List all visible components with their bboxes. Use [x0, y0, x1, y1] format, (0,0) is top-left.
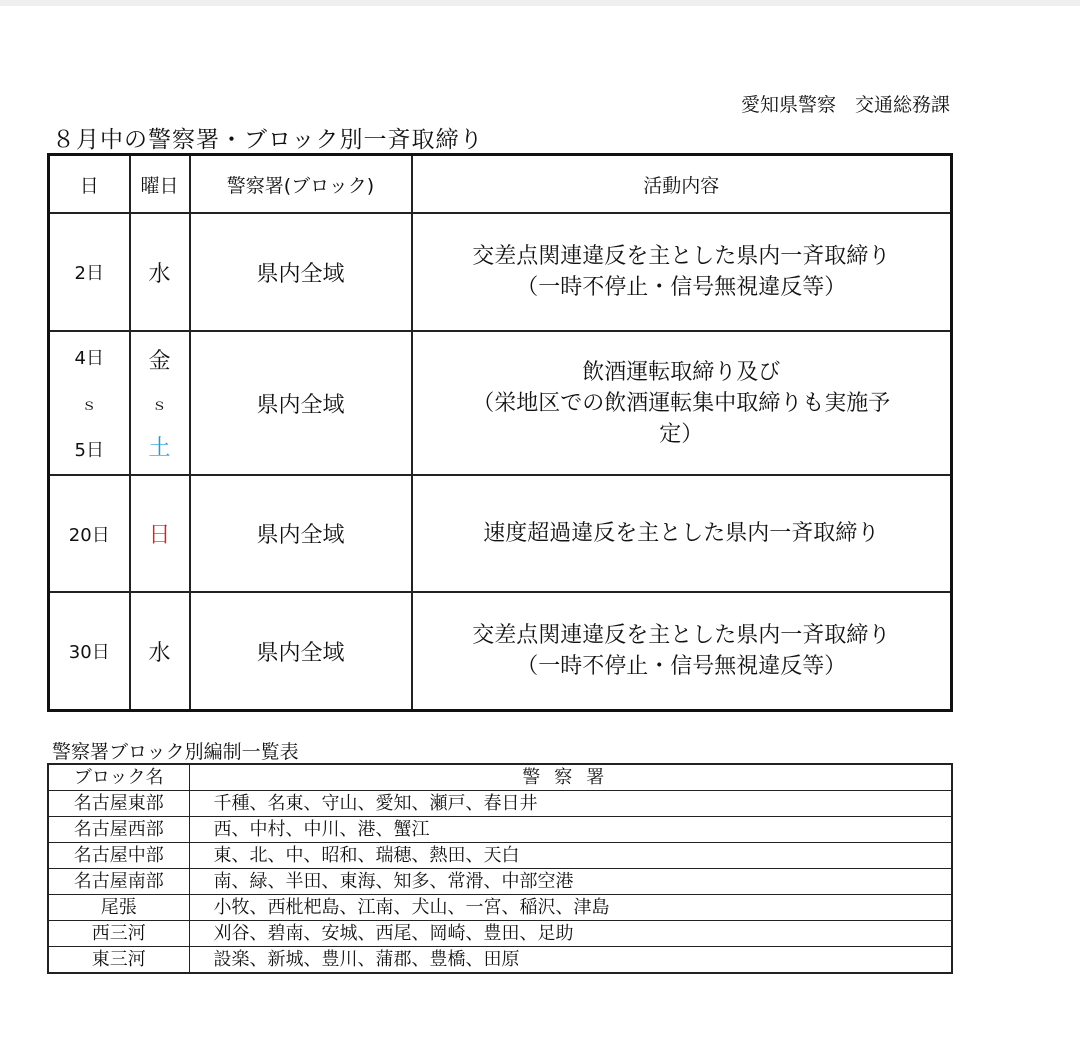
block-stations: 千種、名東、守山、愛知、瀬戸、春日井: [189, 791, 952, 817]
block-row: [48, 895, 952, 921]
block-name: 名古屋東部: [48, 791, 189, 817]
block-name: 名古屋西部: [48, 817, 189, 843]
page-title: ８月中の警察署・ブロック別一斉取締り: [52, 127, 484, 153]
blocks-header-row: [48, 764, 952, 791]
blocks-table: [47, 763, 953, 974]
block-stations: 小牧、西枇杷島、江南、犬山、一宮、稲沢、津島: [189, 895, 952, 921]
day-end: 5日: [74, 440, 104, 462]
col-header-weekday: 曜日: [130, 155, 190, 214]
activity-line: （一時不停止・信号無視違反等）: [516, 275, 847, 301]
block-name: 東三河: [48, 947, 189, 974]
station-cell: 県内全域: [190, 331, 412, 475]
day-start: 4日: [74, 348, 104, 370]
block-stations: 南、緑、半田、東海、知多、常滑、中部空港: [189, 869, 952, 895]
block-name: 名古屋南部: [48, 869, 189, 895]
day-cell: 2日: [49, 213, 130, 331]
station-cell: 県内全域: [190, 213, 412, 331]
schedule-row: [49, 475, 952, 592]
top-bar: [0, 0, 1080, 6]
activity-line: 交差点関連違反を主とした県内一斉取締り: [472, 244, 891, 270]
block-stations: 西、中村、中川、港、蟹江: [189, 817, 952, 843]
activity-cell: [412, 475, 952, 592]
weekday-end-saturday: 土: [148, 436, 171, 462]
block-name: 尾張: [48, 895, 189, 921]
activity-cell: [412, 213, 952, 331]
station-cell: 県内全域: [190, 475, 412, 592]
block-row: [48, 921, 952, 947]
activity-line: 定）: [659, 421, 704, 447]
weekday-cell: 水: [130, 592, 190, 710]
block-name: 西三河: [48, 921, 189, 947]
station-cell: 県内全域: [190, 592, 412, 710]
schedule-row: [49, 213, 952, 331]
activity-line: （栄地区での飲酒運転集中取締りも実施予: [472, 390, 891, 416]
block-stations: 刈谷、碧南、安城、西尾、岡崎、豊田、足助: [189, 921, 952, 947]
weekday-cell-sunday: 日: [130, 475, 190, 592]
col-header-station: 警察署(ブロック): [190, 155, 412, 214]
organization-name: 愛知県警察 交通総務課: [740, 94, 950, 116]
col-header-activity: 活動内容: [412, 155, 952, 214]
weekday-cell: [130, 331, 190, 475]
block-stations: 東、北、中、昭和、瑞穂、熱田、天白: [189, 843, 952, 869]
col-header-block-name: ブロック名: [48, 764, 189, 791]
col-header-stations: 警察署: [189, 764, 952, 791]
activity-line: 飲酒運転取締り及び: [582, 359, 781, 385]
activity-cell: [412, 592, 952, 710]
weekday-range-sep: ｓ: [151, 394, 168, 414]
block-row: [48, 947, 952, 974]
weekday-cell: 水: [130, 213, 190, 331]
schedule-header-row: [49, 155, 952, 214]
day-cell: [49, 331, 130, 475]
col-header-day: 日: [49, 155, 130, 214]
schedule-row: [49, 592, 952, 710]
block-name: 名古屋中部: [48, 843, 189, 869]
blocks-title: 警察署ブロック別編制一覧表: [52, 741, 299, 763]
block-row: [48, 791, 952, 817]
day-cell: 30日: [49, 592, 130, 710]
weekday-start: 金: [148, 349, 171, 375]
schedule-row: [49, 331, 952, 475]
activity-cell: [412, 331, 952, 475]
day-range-sep: ｓ: [81, 394, 98, 414]
activity-line: 速度超過違反を主とした県内一斉取締り: [483, 521, 880, 547]
block-stations: 設楽、新城、豊川、蒲郡、豊橋、田原: [189, 947, 952, 974]
block-row: [48, 843, 952, 869]
activity-line: （一時不停止・信号無視違反等）: [516, 654, 847, 680]
block-row: [48, 869, 952, 895]
day-cell: 20日: [49, 475, 130, 592]
block-row: [48, 817, 952, 843]
activity-line: 交差点関連違反を主とした県内一斉取締り: [472, 623, 891, 649]
schedule-table: [47, 153, 953, 712]
